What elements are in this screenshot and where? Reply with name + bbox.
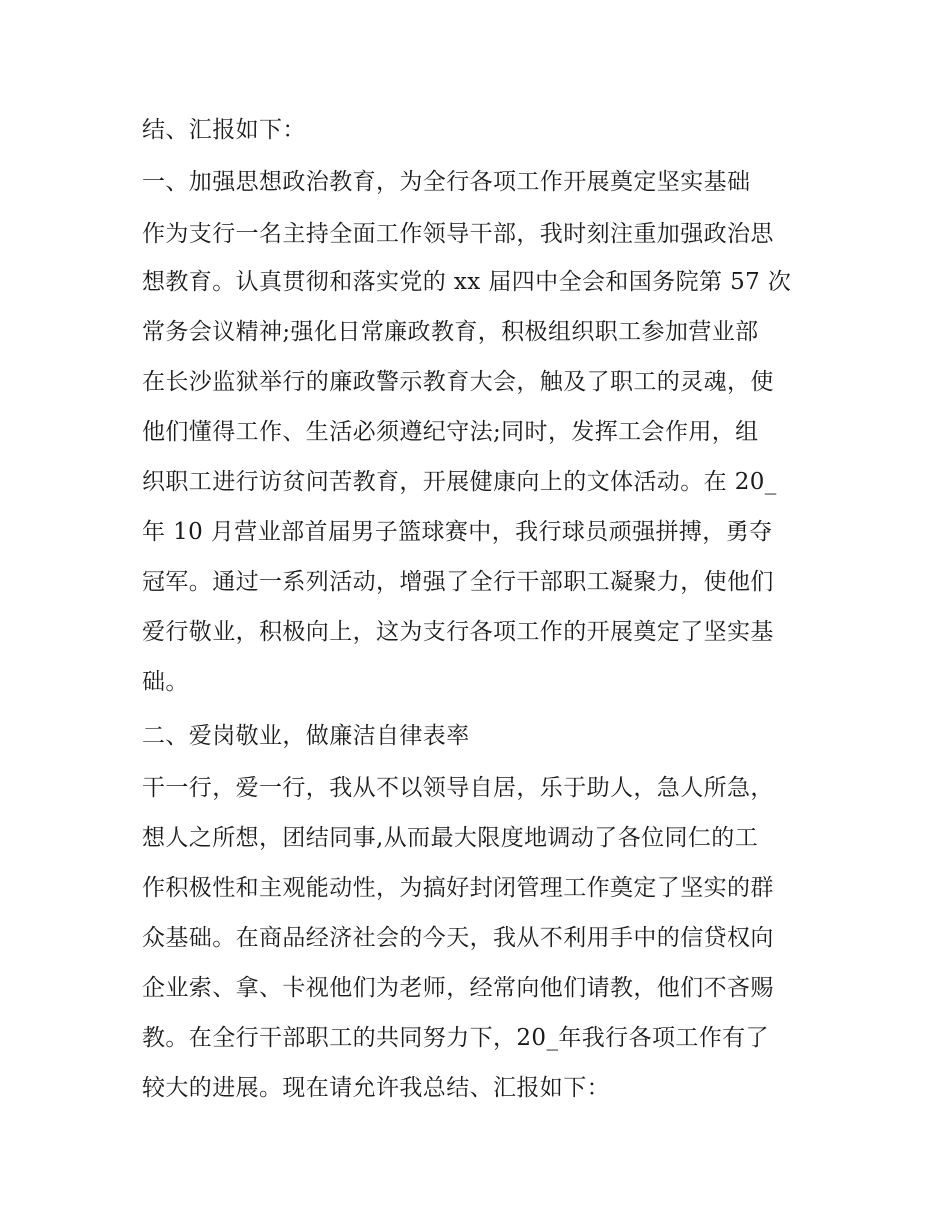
section-heading: 一、加强思想政治教育，为全行各项工作开展奠定坚实基础: [142, 169, 751, 195]
text-line: 在长沙监狱举行的廉政警示教育大会，触及了职工的灵魂，使: [142, 369, 774, 395]
text-line: 冠军。通过一系列活动，增强了全行干部职工凝聚力，使他们: [142, 569, 774, 595]
text-line: 想教育。认真贯彻和落实党的 xx 届四中全会和国务院第 57 次: [142, 269, 792, 295]
text-line: 结、汇报如下：: [142, 117, 306, 143]
text-line: 常务会议精神;强化日常廉政教育，积极组织职工参加营业部: [142, 319, 759, 345]
text-line: 作为支行一名主持全面工作领导干部，我时刻注重加强政治思: [142, 221, 774, 247]
text-line: 干一行，爱一行，我从不以领导自居，乐于助人，急人所急，: [142, 775, 774, 801]
text-line: 众基础。在商品经济社会的今天，我从不利用手中的信贷权向: [142, 925, 774, 951]
text-line: 作积极性和主观能动性，为搞好封闭管理工作奠定了坚实的群: [142, 875, 774, 901]
text-line: 较大的进展。现在请允许我总结、汇报如下：: [142, 1075, 610, 1101]
section-heading: 二、爱岗敬业，做廉洁自律表率: [142, 723, 470, 749]
text-line: 织职工进行访贫问苦教育，开展健康向上的文体活动。在 20_: [142, 469, 777, 495]
text-line: 教。在全行干部职工的共同努力下，20_年我行各项工作有了: [142, 1025, 769, 1051]
text-line: 年 10 月营业部首届男子篮球赛中，我行球员顽强拼搏，勇夺: [142, 519, 773, 545]
text-line: 他们懂得工作、生活必须遵纪守法;同时，发挥工会作用，组: [142, 419, 759, 445]
text-line: 企业索、拿、卡视他们为老师，经常向他们请教，他们不吝赐: [142, 975, 774, 1001]
text-line: 想人之所想，团结同事,从而最大限度地调动了各位同仁的工: [142, 825, 759, 851]
text-line: 爱行敬业，积极向上，这为支行各项工作的开展奠定了坚实基: [142, 619, 774, 645]
text-line: 础。: [142, 669, 189, 695]
